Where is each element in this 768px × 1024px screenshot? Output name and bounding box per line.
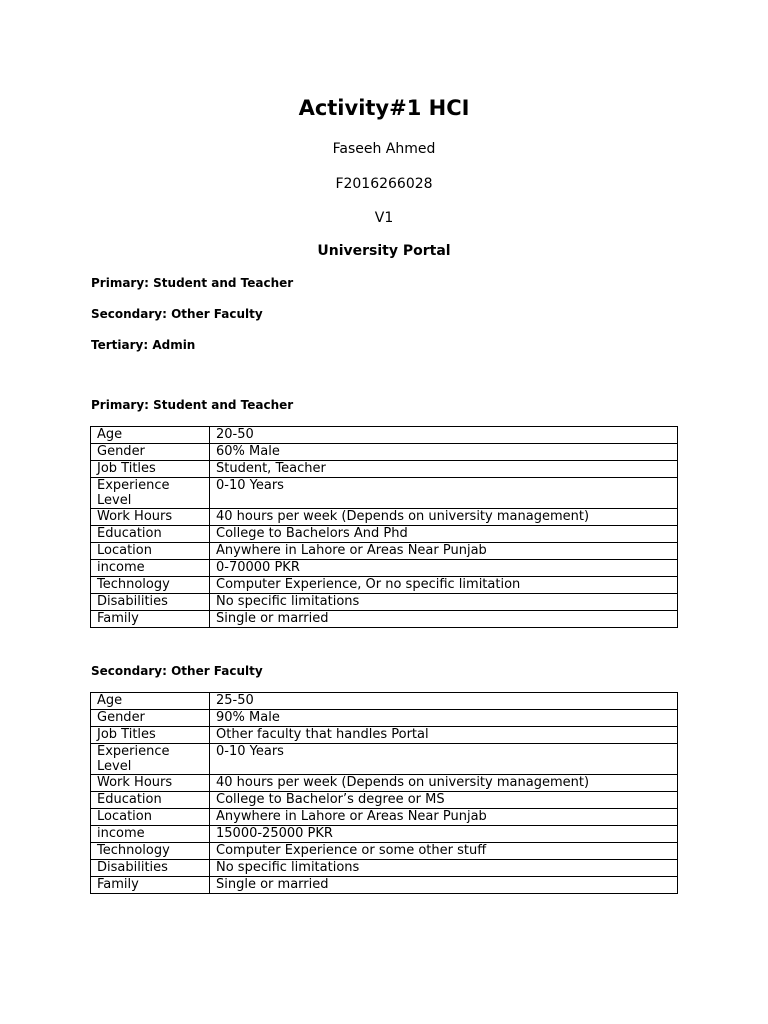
student-id: F2016266028 (335, 176, 433, 192)
table-row (91, 775, 678, 792)
attribute-label: Location (91, 543, 210, 560)
attribute-label: Age (91, 427, 210, 444)
attribute-value: Single or married (210, 611, 678, 628)
attribute-label: Work Hours (91, 775, 210, 792)
attribute-label: Location (91, 809, 210, 826)
attribute-label: Technology (91, 577, 210, 594)
attribute-label: Family (91, 611, 210, 628)
attribute-label: Job Titles (91, 461, 210, 478)
attribute-value: Other faculty that handles Portal (210, 727, 678, 744)
secondary-persona-heading: Secondary: Other Faculty (91, 664, 263, 678)
attribute-value: Student, Teacher (210, 461, 678, 478)
attribute-value: 40 hours per week (Depends on university management) (210, 775, 678, 792)
table-row (91, 560, 678, 577)
attribute-value: 0-70000 PKR (210, 560, 678, 577)
secondary-segment: Secondary: Other Faculty (91, 307, 263, 321)
table-row (91, 877, 678, 894)
attribute-label: Job Titles (91, 727, 210, 744)
version-label: V1 (374, 210, 394, 226)
attribute-value: Computer Experience or some other stuff (210, 843, 678, 860)
attribute-value: 40 hours per week (Depends on university management) (210, 509, 678, 526)
attribute-value: Single or married (210, 877, 678, 894)
table-row (91, 792, 678, 809)
table-row (91, 427, 678, 444)
table-row (91, 543, 678, 560)
attribute-label: Disabilities (91, 860, 210, 877)
attribute-value: 20-50 (210, 427, 678, 444)
attribute-label: Technology (91, 843, 210, 860)
attribute-label: Experience Level (91, 744, 210, 775)
attribute-value: 60% Male (210, 444, 678, 461)
table-row (91, 509, 678, 526)
document-title: Activity#1 HCI (298, 96, 470, 120)
attribute-value: Anywhere in Lahore or Areas Near Punjab (210, 543, 678, 560)
attribute-value: 0-10 Years (210, 744, 678, 775)
attribute-value: Computer Experience, Or no specific limitation (210, 577, 678, 594)
table-row (91, 860, 678, 877)
table-row (91, 526, 678, 543)
table-row (91, 461, 678, 478)
table-row (91, 478, 678, 509)
primary-segment: Primary: Student and Teacher (91, 276, 294, 290)
attribute-label: Education (91, 526, 210, 543)
primary-persona-table (90, 426, 678, 628)
attribute-value: 25-50 (210, 693, 678, 710)
table-row (91, 444, 678, 461)
author-name: Faseeh Ahmed (332, 141, 436, 157)
table-row (91, 710, 678, 727)
attribute-label: Work Hours (91, 509, 210, 526)
attribute-value: College to Bachelor’s degree or MS (210, 792, 678, 809)
table-row (91, 693, 678, 710)
attribute-value: No specific limitations (210, 594, 678, 611)
attribute-value: College to Bachelors And Phd (210, 526, 678, 543)
attribute-label: Gender (91, 444, 210, 461)
tertiary-segment: Tertiary: Admin (91, 338, 196, 352)
attribute-value: 15000-25000 PKR (210, 826, 678, 843)
attribute-value: 90% Male (210, 710, 678, 727)
attribute-label: income (91, 826, 210, 843)
secondary-persona-table (90, 692, 678, 894)
attribute-label: Gender (91, 710, 210, 727)
attribute-value: Anywhere in Lahore or Areas Near Punjab (210, 809, 678, 826)
attribute-label: Education (91, 792, 210, 809)
attribute-label: Age (91, 693, 210, 710)
table-row (91, 594, 678, 611)
attribute-label: Disabilities (91, 594, 210, 611)
table-row (91, 826, 678, 843)
subject-heading: University Portal (317, 243, 451, 259)
table-row (91, 611, 678, 628)
attribute-label: income (91, 560, 210, 577)
table-row (91, 843, 678, 860)
table-row (91, 577, 678, 594)
attribute-value: 0-10 Years (210, 478, 678, 509)
attribute-label: Experience Level (91, 478, 210, 509)
table-row (91, 727, 678, 744)
attribute-label: Family (91, 877, 210, 894)
primary-persona-heading: Primary: Student and Teacher (91, 398, 294, 412)
table-row (91, 809, 678, 826)
table-row (91, 744, 678, 775)
attribute-value: No specific limitations (210, 860, 678, 877)
